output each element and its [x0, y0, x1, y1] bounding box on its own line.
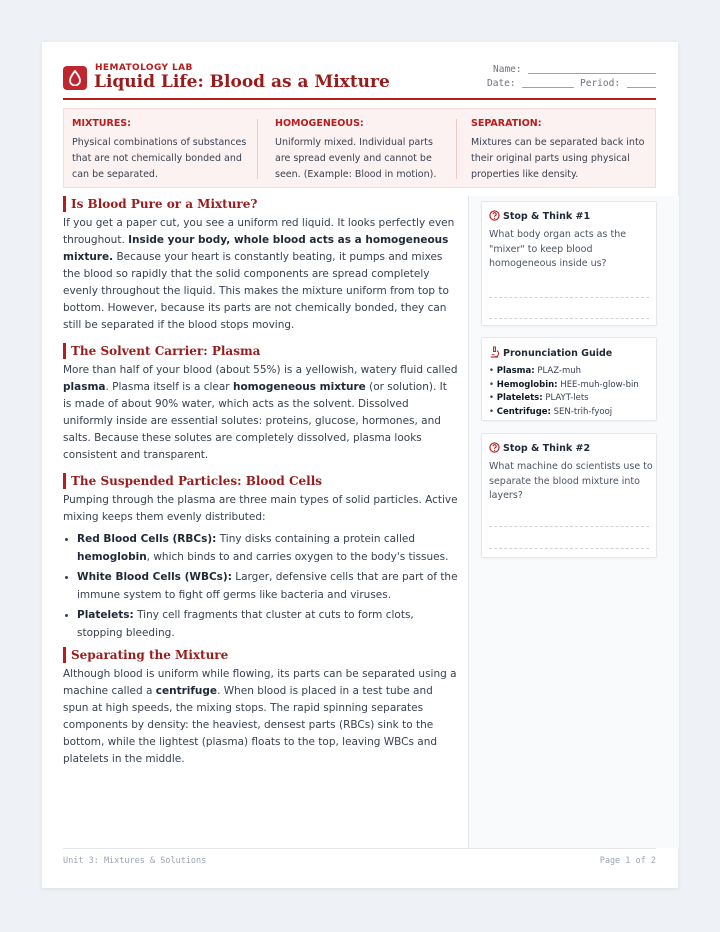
answer-line[interactable]	[489, 297, 649, 298]
section-heading-separating: Separating the Mixture	[63, 647, 458, 663]
definition-homogeneous	[275, 118, 451, 183]
section-paragraph: Pumping through the plasma are three main types of solid particles. Active mixing keeps them evenly distributed:	[63, 494, 458, 523]
list-item: • Centrifuge: SEN-trih-fyooj	[489, 406, 639, 420]
period-field[interactable]	[627, 87, 656, 88]
question-circle-icon	[489, 210, 500, 221]
stop-and-think-card-1	[481, 201, 657, 326]
footer-page-number: Page 1 of 2	[599, 856, 656, 866]
date-field[interactable]	[522, 87, 574, 88]
list-item: • Platelets: Tiny cell fragments that cluster at cuts to form clots, stopping bleeding.	[77, 606, 458, 642]
definition-body: Physical combinations of substances that are not chemically bonded and can be separated.	[72, 137, 247, 180]
logo	[63, 66, 87, 90]
main-content	[63, 196, 458, 768]
footer-rule	[63, 848, 656, 849]
card-question: What body organ acts as the "mixer" to keep blood homogeneous inside us?	[489, 229, 627, 269]
definitions-box	[63, 108, 656, 188]
section-paragraph: More than half of your blood (about 55%) is a yellowish, watery fluid called plasma. Plasma itself is a clear homogeneous mixture (or solution). It is made of about 90% water, which acts as the solvent. Dissolved uniformly inside are essential solutes: proteins, glucose, hormones, and salts. Because these solutes are completely dissolved, plasma looks consistent and transparent.	[63, 364, 458, 461]
section-heading-blood-cells: The Suspended Particles: Blood Cells	[63, 473, 458, 489]
list-item: • Red Blood Cells (RBCs): Tiny disks containing a protein called hemoglobin, which binds to and carries oxygen to the body's tissues.	[77, 530, 458, 566]
microscope-icon	[489, 346, 500, 358]
period-label: Period:	[580, 78, 621, 89]
lab-kicker: HEMATOLOGY LAB	[95, 63, 193, 73]
section-paragraph: Although blood is uniform while flowing, its parts can be separated using a machine called a centrifuge. When blood is placed in a test tube and spun at high speeds, the mixing stops. The rapid spinning separates components by density: the heaviest, densest parts (RBCs) sink to the bottom, while the lightest (plasma) floats to the top, leaving WBCs and platelets in the middle.	[63, 668, 457, 765]
divider	[456, 119, 457, 179]
answer-line[interactable]	[489, 318, 649, 319]
section-heading-plasma: The Solvent Carrier: Plasma	[63, 343, 458, 359]
footer-unit: Unit 3: Mixtures & Solutions	[63, 856, 207, 866]
card-question: What machine do scientists use to separate the blood mixture into layers?	[489, 461, 653, 501]
answer-line[interactable]	[489, 548, 649, 549]
definition-title: HOMOGENEOUS:	[275, 118, 364, 129]
definition-body: Mixtures can be separated back into their original parts using physical properties like density.	[471, 137, 645, 180]
definition-title: SEPARATION:	[471, 118, 542, 129]
name-label: Name:	[493, 64, 522, 75]
answer-line[interactable]	[489, 526, 649, 527]
section-paragraph: If you get a paper cut, you see a uniform red liquid. It looks perfectly even throughout. Inside your body, whole blood acts as a homogeneous mixture. Because your heart is constantly beating, it pumps and mixes the blood so rapidly that the solid components are spread completely evenly throughout the liquid. This makes the mixture uniform from top to bottom. However, because its parts are not chemically bonded, they can still be separated if the blood stops moving.	[63, 217, 455, 331]
stop-and-think-card-2	[481, 433, 657, 558]
blood-drop-icon	[69, 70, 81, 86]
card-title: Stop & Think #1	[489, 210, 590, 222]
card-title: Pronunciation Guide	[489, 346, 612, 359]
list-item: • Platelets: PLAYT-lets	[489, 392, 639, 406]
definition-separation	[471, 118, 651, 183]
header-rule	[63, 98, 656, 100]
worksheet-page	[42, 42, 678, 888]
pronunciation-guide-card	[481, 337, 657, 421]
page-title: Liquid Life: Blood as a Mixture	[94, 72, 390, 92]
definition-body: Uniformly mixed. Individual parts are spread evenly and cannot be seen. (Example: Blood in motion).	[275, 137, 437, 180]
list-item: • Hemoglobin: HEE-muh-glow-bin	[489, 379, 639, 393]
pronunciation-list	[489, 365, 639, 419]
section-heading-pure-or-mixture: Is Blood Pure or a Mixture?	[63, 196, 458, 212]
name-field[interactable]	[528, 73, 656, 74]
definition-title: MIXTURES:	[72, 118, 131, 129]
date-label: Date:	[487, 78, 516, 89]
card-title: Stop & Think #2	[489, 442, 590, 454]
blood-cell-list	[63, 530, 458, 642]
divider	[257, 119, 258, 179]
definition-mixtures	[72, 118, 252, 183]
list-item: • Plasma: PLAZ-muh	[489, 365, 639, 379]
question-circle-icon	[489, 442, 500, 453]
sidebar	[468, 196, 679, 848]
list-item: • White Blood Cells (WBCs): Larger, defensive cells that are part of the immune system to fight off germs like bacteria and viruses.	[77, 568, 458, 604]
